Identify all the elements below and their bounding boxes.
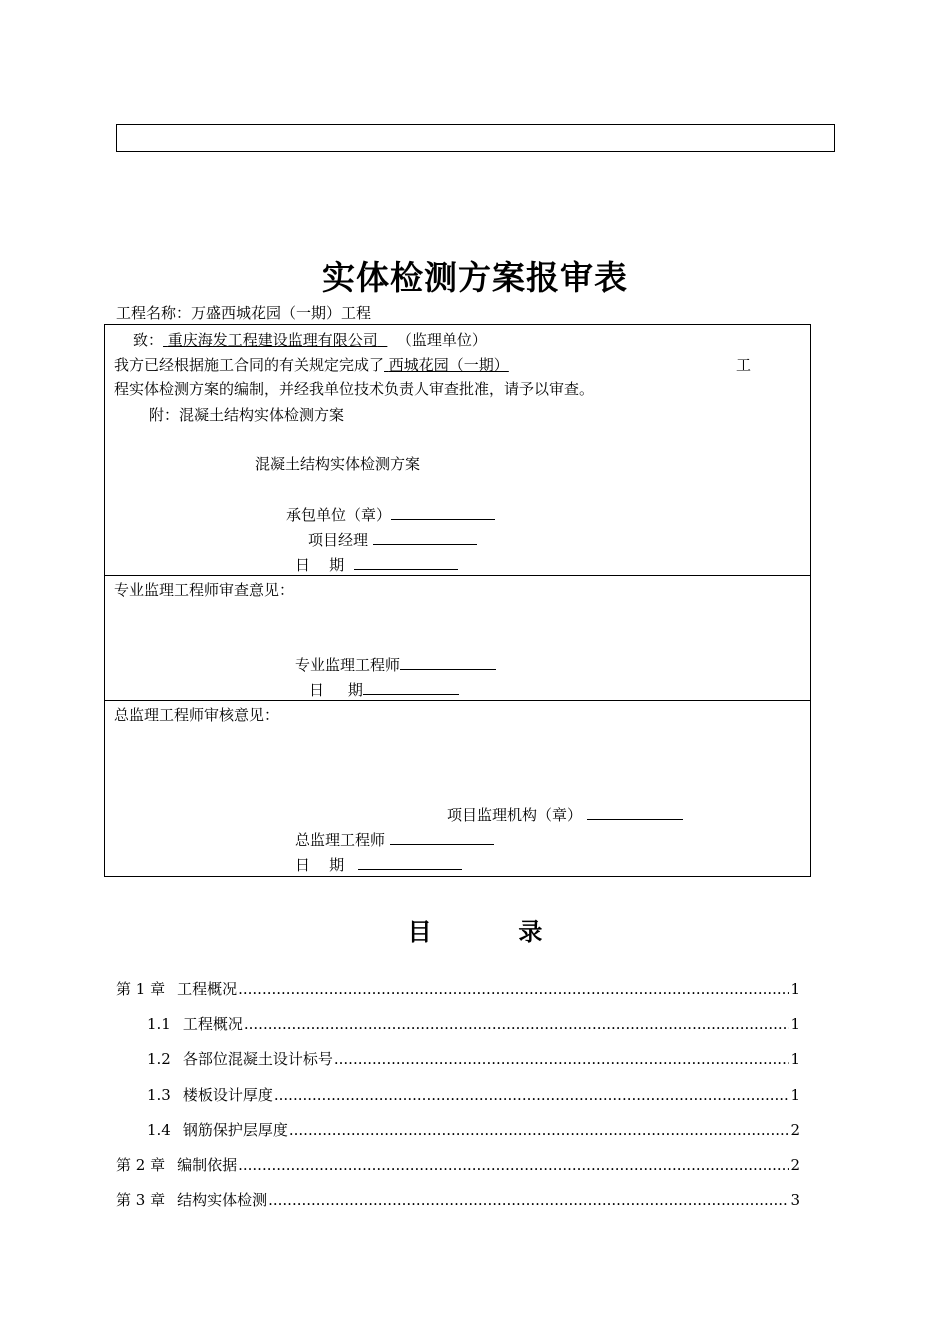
toc-leader-dots <box>334 1048 790 1070</box>
toc-title-char-2: 录 <box>518 918 543 946</box>
toc-entry[interactable] <box>116 1189 800 1211</box>
date-label-3: 日 期 <box>295 856 345 874</box>
date-label-1: 日 期 <box>295 556 345 574</box>
chief-sign-line <box>295 829 494 850</box>
body-line-2: 程实体检测方案的编制，并经我单位技术负责人审查批准，请予以审查。 <box>114 380 595 398</box>
toc-entry-number: 第 1 章 <box>116 980 166 998</box>
toc-leader-dots <box>274 1084 790 1106</box>
toc-entry-number: 1.4 <box>147 1120 171 1139</box>
project-manager-blank <box>373 529 477 545</box>
toc-entry-page: 2 <box>790 1156 800 1174</box>
engineer-sign-label: 专业监理工程师 <box>295 656 401 674</box>
form-title: 实体检测方案报审表 <box>322 258 628 297</box>
supervision-unit: 重庆海发工程建设监理有限公司 <box>167 331 378 349</box>
toc-entry-label: 工程概况 <box>177 980 238 998</box>
attachment-label: 附：混凝土结构实体检测方案 <box>149 406 345 424</box>
toc-entry-number: 1.1 <box>147 1015 171 1034</box>
toc-entry-label: 各部位混凝土设计标号 <box>182 1050 333 1069</box>
body-line-1-prefix: 我方已经根据施工合同的有关规定完成了 <box>114 356 385 374</box>
addressee-prefix: 致： <box>133 331 164 349</box>
toc-entry-page: 1 <box>790 1085 800 1104</box>
project-manager-line <box>308 529 477 550</box>
toc-leader-dots <box>238 1154 789 1176</box>
chief-sign-blank <box>390 829 494 845</box>
body-line-1 <box>114 355 804 375</box>
toc-entry-page: 1 <box>790 1015 800 1034</box>
toc-leader-dots <box>244 1013 790 1035</box>
toc-leader-dots <box>289 1119 790 1141</box>
toc-entry-page: 1 <box>790 980 800 998</box>
engineer-sign-blank <box>400 654 496 670</box>
date-blank-1 <box>354 554 458 570</box>
addressee-line <box>133 330 487 350</box>
toc-entry-label: 结构实体检测 <box>177 1191 268 1210</box>
org-seal-line <box>447 804 683 825</box>
body-line-1-suffix: 工 <box>736 356 752 374</box>
project-underline: 西城花园（一期） <box>388 356 509 374</box>
toc-entry-page: 1 <box>790 1050 800 1069</box>
toc-leader-dots <box>238 978 789 1000</box>
toc-entry-number: 第 3 章 <box>116 1191 166 1210</box>
toc-entry-label: 工程概况 <box>182 1015 243 1034</box>
org-seal-blank <box>587 804 683 820</box>
date-label-2: 日 期 <box>309 681 363 699</box>
contractor-seal-label: 承包单位（章） <box>286 506 392 524</box>
divider-2 <box>105 700 810 701</box>
contractor-seal-line <box>286 504 495 525</box>
toc-entry-page: 3 <box>790 1191 800 1210</box>
toc-entry[interactable] <box>147 1013 800 1035</box>
toc-entry[interactable] <box>147 1048 800 1070</box>
toc-entry-label: 编制依据 <box>177 1156 238 1174</box>
chief-sign-label: 总监理工程师 <box>295 831 386 849</box>
date-line-1 <box>295 554 458 575</box>
toc-entry-label: 钢筋保护层厚度 <box>182 1120 288 1139</box>
divider-1 <box>105 575 810 576</box>
toc-leader-dots <box>268 1189 789 1211</box>
org-seal-label: 项目监理机构（章） <box>447 806 583 824</box>
contractor-seal-blank <box>391 504 495 520</box>
date-line-2 <box>309 679 459 700</box>
date-blank-2 <box>363 679 459 695</box>
toc-title <box>0 912 950 947</box>
chief-opinion-label: 总监理工程师审核意见： <box>114 706 280 724</box>
date-line-3 <box>295 854 462 875</box>
date-blank-3 <box>358 854 462 870</box>
toc-entry-number: 第 2 章 <box>116 1156 166 1174</box>
toc-entry[interactable] <box>116 978 800 1000</box>
addressee-suffix: （监理单位） <box>396 331 487 349</box>
engineer-opinion-label: 专业监理工程师审查意见： <box>114 581 295 599</box>
approval-form-table <box>104 324 811 877</box>
toc-entry[interactable] <box>116 1154 800 1176</box>
toc-entry-label: 楼板设计厚度 <box>182 1085 273 1104</box>
project-name: 工程名称：万盛西城花园（一期）工程 <box>116 304 372 322</box>
engineer-sign-line <box>295 654 496 675</box>
toc-entry-page: 2 <box>790 1120 800 1139</box>
header-box <box>116 124 835 152</box>
attachment-name: 混凝土结构实体检测方案 <box>255 455 421 473</box>
project-manager-label: 项目经理 <box>308 531 369 549</box>
toc-entry[interactable] <box>147 1119 800 1141</box>
toc-entry-number: 1.3 <box>147 1085 171 1104</box>
toc-entry[interactable] <box>147 1084 800 1106</box>
toc-title-char-1: 目 <box>407 918 432 946</box>
toc-entry-number: 1.2 <box>147 1050 171 1069</box>
